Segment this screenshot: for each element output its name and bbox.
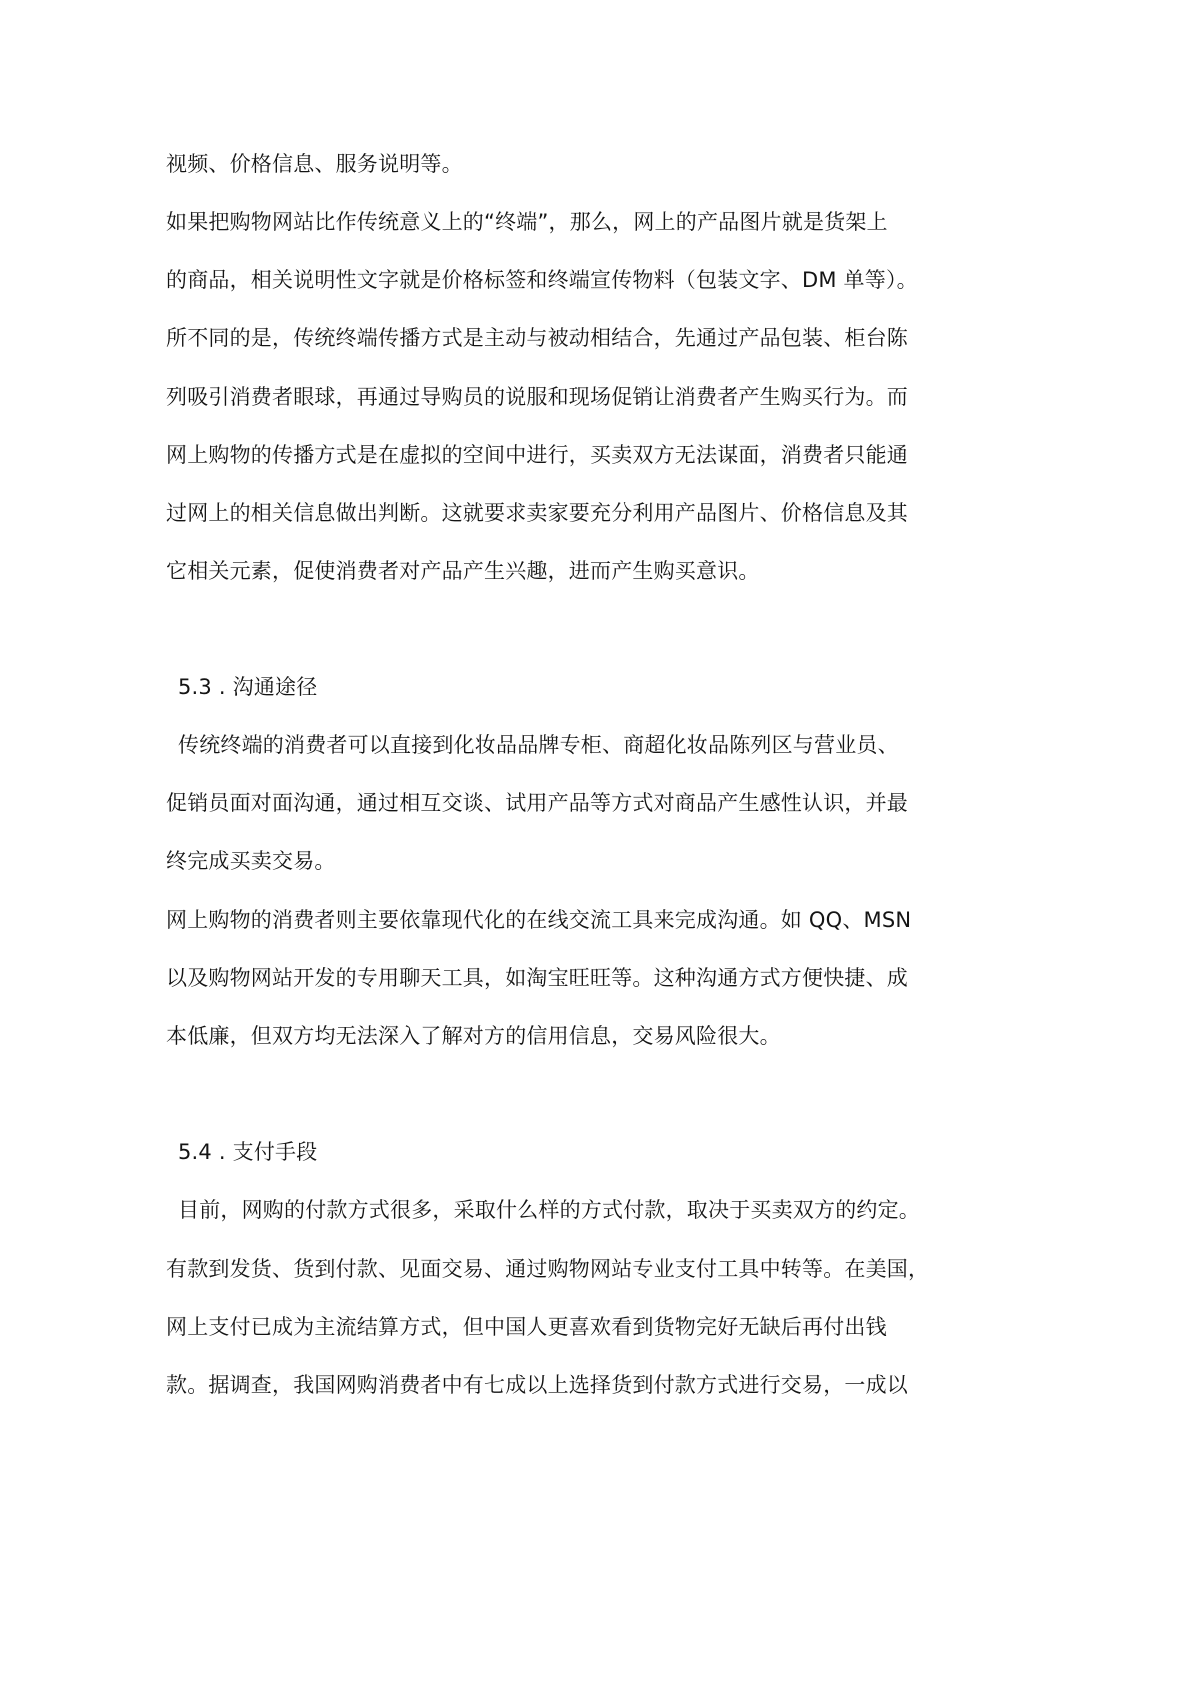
- paragraph-line: 如果把购物网站比作传统意义上的“终端”，那么，网上的产品图片就是货架上: [166, 210, 888, 234]
- paragraph-line: 列吸引消费者眼球，再通过导购员的说服和现场促销让消费者产生购买行为。而: [166, 385, 908, 409]
- section-heading-5-4: 5.4 . 支付手段: [178, 1140, 318, 1164]
- paragraph-line: 目前，网购的付款方式很多，采取什么样的方式付款，取决于买卖双方的约定。: [178, 1198, 920, 1222]
- paragraph-line: 促销员面对面沟通，通过相互交谈、试用产品等方式对商品产生感性认识，并最: [166, 791, 908, 815]
- paragraph-line: 款。据调查，我国网购消费者中有七成以上选择货到付款方式进行交易，一成以: [166, 1373, 908, 1397]
- paragraph-line: 的商品，相关说明性文字就是价格标签和终端宣传物料（包装文字、DM 单等）。: [166, 268, 918, 292]
- paragraph-line: 网上购物的传播方式是在虚拟的空间中进行，买卖双方无法谋面，消费者只能通: [166, 443, 908, 467]
- section-heading-5-3: 5.3 . 沟通途径: [178, 675, 318, 699]
- paragraph-line: 视频、价格信息、服务说明等。: [166, 152, 463, 176]
- paragraph-line: 所不同的是，传统终端传播方式是主动与被动相结合，先通过产品包装、柜台陈: [166, 326, 908, 350]
- paragraph-line: 本低廉，但双方均无法深入了解对方的信用信息，交易风险很大。: [166, 1024, 781, 1048]
- paragraph-line: 有款到发货、货到付款、见面交易、通过购物网站专业支付工具中转等。在美国，: [166, 1257, 930, 1281]
- paragraph-line: 网上支付已成为主流结算方式，但中国人更喜欢看到货物完好无缺后再付出钱: [166, 1315, 887, 1339]
- paragraph-line: 终完成买卖交易。: [166, 849, 336, 873]
- paragraph-line: 过网上的相关信息做出判断。这就要求卖家要充分利用产品图片、价格信息及其: [166, 501, 908, 525]
- paragraph-line: 以及购物网站开发的专用聊天工具，如淘宝旺旺等。这种沟通方式方便快捷、成: [166, 966, 908, 990]
- paragraph-line: 它相关元素，促使消费者对产品产生兴趣，进而产生购买意识。: [166, 559, 760, 583]
- paragraph-line: 网上购物的消费者则主要依靠现代化的在线交流工具来完成沟通。如 QQ、MSN: [166, 908, 912, 932]
- paragraph-line: 传统终端的消费者可以直接到化妆品品牌专柜、商超化妆品陈列区与营业员、: [178, 733, 899, 757]
